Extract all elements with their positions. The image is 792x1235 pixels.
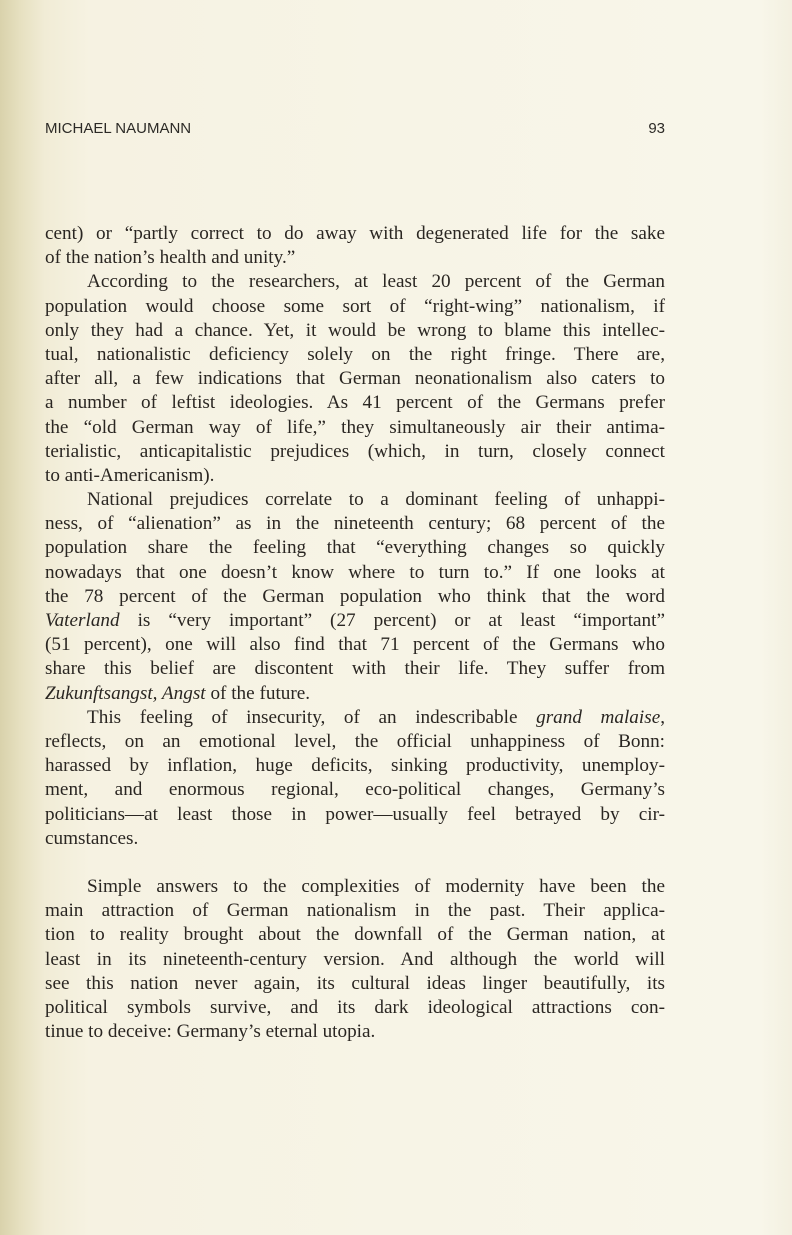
text-line <box>45 512 665 536</box>
text-segment: According to the researchers, at least 20 percent of the German <box>87 271 665 293</box>
text-line <box>45 295 665 319</box>
text-line <box>45 440 665 464</box>
text-line <box>45 899 665 923</box>
text-segment: nowadays that one doesn’t know where to turn to.” If one looks at <box>45 561 665 583</box>
text-segment: the 78 percent of the German population who think that the word <box>45 585 665 607</box>
text-line <box>45 536 665 560</box>
text-line <box>45 633 665 657</box>
text-segment: politicians—at least those in power—usually feel betrayed by cir- <box>45 803 665 825</box>
text-segment: to anti-Americanism). <box>45 464 215 486</box>
text-segment: cumstances. <box>45 827 139 849</box>
text-line <box>45 803 665 827</box>
text-segment: share this belief are discontent with their life. They suffer from <box>45 658 665 680</box>
text-segment: political symbols survive, and its dark ideological attractions con- <box>45 997 665 1018</box>
text-segment: only they had a chance. Yet, it would be wrong to blame this intellec- <box>45 319 665 341</box>
text-line <box>45 343 665 367</box>
text-segment: of the nation’s health and unity.” <box>45 247 296 269</box>
text-line <box>45 464 665 488</box>
text-segment: , <box>660 706 666 728</box>
text-line <box>45 875 665 899</box>
italic-text: Zukunftsangst, Angst <box>45 682 206 704</box>
text-segment: Simple answers to the complexities of modernity have been the <box>87 876 665 898</box>
text-segment: tual, nationalistic deficiency solely on the right fringe. There are, <box>45 343 665 365</box>
text-segment: least in its nineteenth-century version. And although the world will <box>45 948 665 970</box>
text-line <box>45 730 665 754</box>
text-line <box>45 996 665 1020</box>
text-segment: ness, of “alienation” as in the nineteenth century; 68 percent of the <box>45 513 665 535</box>
text-segment: main attraction of German nationalism in the past. Their applica- <box>45 900 665 922</box>
text-line <box>45 682 665 706</box>
text-line <box>45 706 665 730</box>
text-line <box>45 923 665 947</box>
text-line <box>45 246 665 270</box>
text-line <box>45 561 665 585</box>
text-line <box>45 270 665 294</box>
italic-text: grand malaise <box>536 706 661 728</box>
text-line <box>45 657 665 681</box>
page-number: 93 <box>648 120 665 137</box>
text-segment: reflects, on an emotional level, the official unhappiness of Bonn: <box>45 730 665 752</box>
text-line <box>45 609 665 633</box>
text-segment: a number of leftist ideologies. As 41 percent of the Germans prefer <box>45 392 665 414</box>
text-segment: terialistic, anticapitalistic prejudices (which, in turn, closely connect <box>45 440 665 462</box>
running-header-author: MICHAEL NAUMANN <box>45 120 192 137</box>
text-segment: tion to reality brought about the downfall of the German nation, at <box>45 924 665 946</box>
text-line <box>45 754 665 778</box>
text-segment: National prejudices correlate to a dominant feeling of unhappi- <box>87 489 665 511</box>
text-line <box>45 319 665 343</box>
section-break <box>45 851 665 875</box>
text-segment: cent) or “partly correct to do away with degenerated life for the sake <box>45 223 665 244</box>
body-text <box>45 222 665 1044</box>
text-line <box>45 391 665 415</box>
italic-text: Vaterland <box>45 610 120 631</box>
text-segment: after all, a few indications that German neonationalism also caters to <box>45 368 665 390</box>
text-segment: of the future. <box>205 682 311 704</box>
text-segment: is “very important” (27 percent) or at least “important” <box>119 610 665 631</box>
text-segment: population would choose some sort of “right-wing” nationalism, if <box>45 295 665 317</box>
text-segment: see this nation never again, its cultural ideas linger beautifully, its <box>45 972 665 994</box>
text-line <box>45 778 665 802</box>
text-line <box>45 585 665 609</box>
text-line <box>45 827 665 851</box>
running-header <box>45 120 665 144</box>
text-segment: the “old German way of life,” they simultaneously air their antima- <box>45 416 665 438</box>
text-segment: tinue to deceive: Germany’s eternal utopia. <box>45 1021 376 1043</box>
text-line <box>45 367 665 391</box>
text-line <box>45 1020 665 1044</box>
text-segment: ment, and enormous regional, eco-political changes, Germany’s <box>45 779 665 801</box>
text-line <box>45 488 665 512</box>
text-segment: harassed by inflation, huge deficits, sinking productivity, unemploy- <box>45 755 665 777</box>
text-line <box>45 972 665 996</box>
text-line <box>45 222 665 246</box>
text-segment: This feeling of insecurity, of an indescribable <box>87 706 537 728</box>
text-line <box>45 416 665 440</box>
text-segment: (51 percent), one will also find that 71 percent of the Germans who <box>45 634 665 656</box>
text-line <box>45 948 665 972</box>
text-segment: population share the feeling that “everything changes so quickly <box>45 537 665 559</box>
